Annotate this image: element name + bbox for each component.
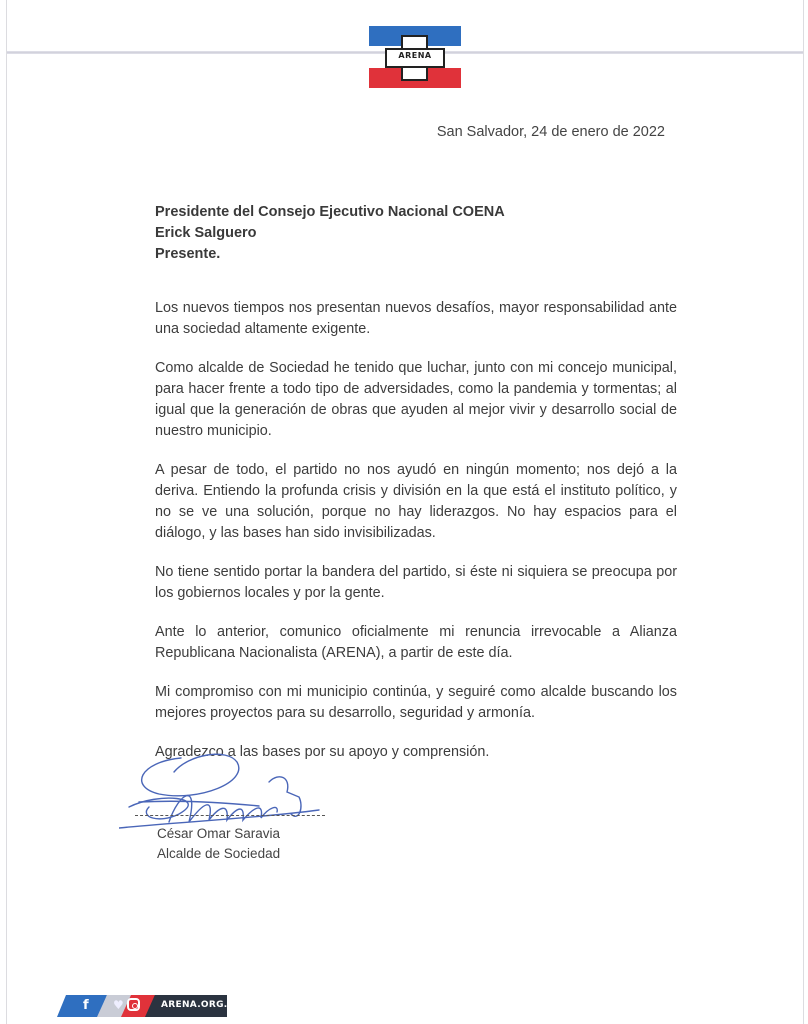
- letter-page: [6, 0, 804, 1024]
- signer-name: César Omar Saravia: [157, 826, 281, 841]
- facebook-icon[interactable]: f: [83, 998, 89, 1013]
- letter-date: San Salvador, 24 de enero de 2022: [436, 124, 665, 140]
- letter-body: [155, 298, 677, 781]
- paragraph: No tiene sentido portar la bandera del partido, si éste ni siquiera se preocupa por los gobiernos locales y por la gente.: [155, 564, 677, 601]
- paragraph: Agradezco a las bases por su apoyo y comprensión.: [155, 744, 490, 760]
- addressee-title: Presidente del Consejo Ejecutivo Nacional COENA: [155, 204, 505, 220]
- signature-line: [135, 815, 325, 816]
- website-link[interactable]: ARENA.ORG.SV: [161, 1000, 242, 1010]
- paragraph: Los nuevos tiempos nos presentan nuevos desafíos, mayor responsabilidad ante una sociedad altamente exigente.: [155, 300, 677, 337]
- paragraph: Mi compromiso con mi municipio continúa, y seguiré como alcalde buscando los mejores proyectos para su desarrollo, seguridad y armonía.: [155, 684, 677, 721]
- handwritten-signature: [119, 752, 339, 832]
- logo-text: ARENA: [398, 51, 432, 60]
- footer-social-bar: [57, 995, 242, 1017]
- addressee-block: [155, 202, 505, 265]
- twitter-icon[interactable]: ♥: [113, 998, 124, 1012]
- instagram-icon[interactable]: [127, 998, 140, 1011]
- paragraph: Ante lo anterior, comunico oficialmente mi renuncia irrevocable a Alianza Republicana Nacionalista (ARENA), a partir de este día.: [155, 624, 677, 661]
- paragraph: A pesar de todo, el partido no nos ayudó en ningún momento; nos dejó a la deriva. Entiendo la profunda crisis y división en la que está el instituto político, y no se ve una solución, porque no hay liderazgos. No hay espacios para el diálogo, y las bases han sido invisibilizadas.: [155, 462, 677, 541]
- arena-logo: [369, 26, 461, 88]
- signer-block: [157, 824, 280, 864]
- paragraph: Como alcalde de Sociedad he tenido que luchar, junto con mi concejo municipal, para hacer frente a todo tipo de adversidades, como la pandemia y tormentas; al igual que la generación de obras que ayuden al mejor vivir y desarrollo social de nuestro municipio.: [155, 360, 677, 439]
- addressee-name: Erick Salguero: [155, 225, 257, 241]
- signer-title: Alcalde de Sociedad: [157, 846, 281, 861]
- addressee-presente: Presente.: [155, 246, 221, 262]
